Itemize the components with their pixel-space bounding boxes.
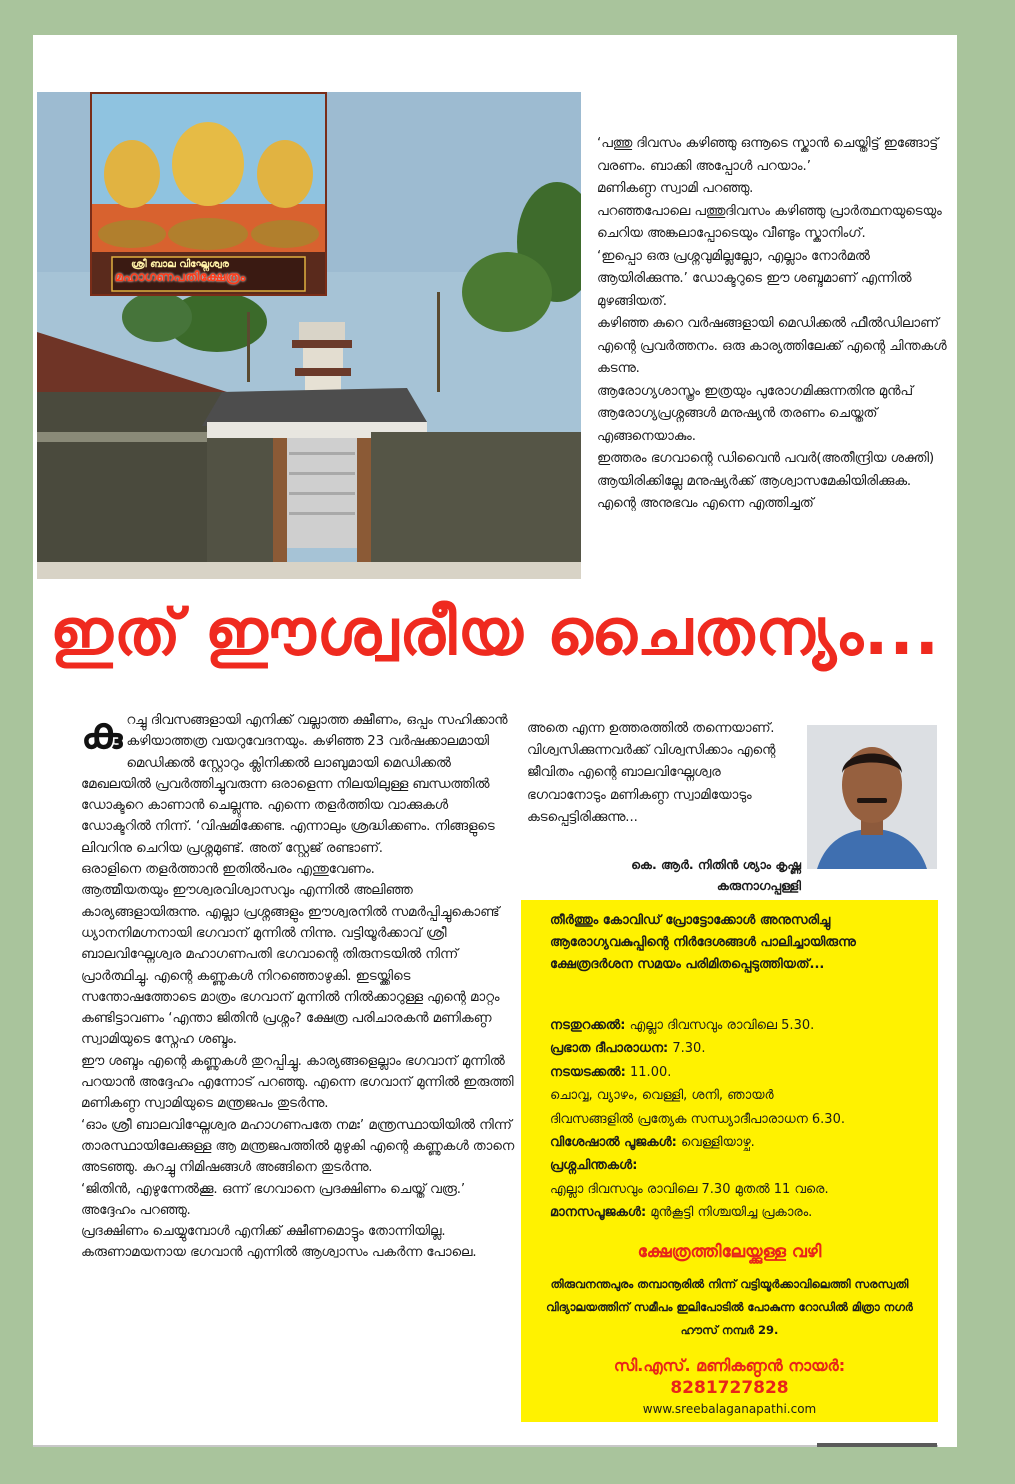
body-paragraph: ‘ജിതിൻ, എഴുന്നേൽക്കൂ. ഒന്ന് ഭഗവാനെ പ്രദക്ഷിണം ചെയ്ത് വരൂ.’ അദ്ദേഹം പറഞ്ഞു. (81, 1181, 466, 1218)
body-paragraph: ആത്മീയതയും ഈശ്വരവിശ്വാസവും എന്നിൽ അലിഞ്ഞ കാര്യങ്ങളായിരുന്നു. എല്ലാ പ്രശ്നങ്ങളും ഈശ്വരനിൽ സമർപ്പിച്ചുകൊണ്ട് ധ്യാനനിമഗ്നനായി ഭഗവാന് മുന്നിൽ നിന്നു. വട്ടിയൂർക്കാവ് ശ്രീ ബാലവിഘ്നേശ്വര മഹാഗണപതി ഭഗവാന്റെ തിരുനടയിൽ നിന്ന് പ്രാർത്ഥിച്ചു. എന്റെ കണ്ണുകൾ നിറഞ്ഞൊഴുകി. ഇടയ്ക്കിടെ സന്തോഷത്തോടെ മാത്രം ഭഗവാന് മുന്നിൽ നിൽക്കാറുള്ള എന്റെ മാറ്റം കണ്ടിട്ടാവണം ‘എന്താ ജിതിൻ പ്രശ്നം? ക്ഷേത്ര പരിചാരകൻ മണികണ്ഠ സ്വാമിയുടെ സ്നേഹ ശബ്ദം. (81, 883, 500, 1048)
timing-line (550, 1014, 930, 1037)
top-paragraph: കഴിഞ്ഞ കുറെ വർഷങ്ങളായി മെഡിക്കൽ ഫീൽഡിലാണ് എന്റെ പ്രവർത്തനം. ഒരു കാര്യത്തിലേക്ക് എന്റെ ചിന്തകൾ കടന്നു. (597, 316, 947, 376)
timing-line (550, 1061, 930, 1084)
timing-line: ദിവസങ്ങളിൽ പ്രത്യേക സന്ധ്യാദീപാരാധന 6.30. (550, 1111, 845, 1127)
author-name: കെ. ആർ. നിതിൻ ശ്യാം കൃഷ്ണ (631, 857, 801, 872)
top-paragraph: മണികണ്ഠ സ്വാമി പറഞ്ഞു. (597, 181, 754, 196)
body-paragraph: ഈ ശബ്ദം എന്റെ കണ്ണുകൾ തുറപ്പിച്ചു. കാര്യങ്ങളെല്ലാം ഭഗവാന് മുന്നിൽ പറയാൻ അദ്ദേഹം എന്നോട് പറഞ്ഞു. എന്നെ ഭഗവാന് മുന്നിൽ ഇരുത്തി മണികണ്ഠ സ്വാമിയുടെ മന്ത്രജപം തുടർന്നു. (81, 1053, 514, 1112)
article-headline: ഇത് ഈശ്വരീയ ചൈതന്യം... (50, 596, 940, 670)
timing-line (550, 1131, 930, 1154)
footer-rule (33, 1445, 938, 1447)
top-paragraph: എന്റെ അനുഭവം എന്നെ എത്തിച്ചത് (597, 496, 814, 511)
route-text: തിരുവനന്തപുരം തമ്പാനൂരിൽ നിന്ന് വട്ടിയൂർക്കാവിലെത്തി സരസ്വതി വിദ്യാലയത്തിന് സമീപം ഇലിപോടിൽ പോകുന്ന റോഡിൽ മിത്രാ നഗർ ഹൗസ് നമ്പർ 29. (546, 1277, 913, 1337)
contact-name: സി.എസ്. മണികണ്ഠൻ നായർ: (613, 1356, 846, 1375)
top-paragraph: ‘പത്തു ദിവസം കഴിഞ്ഞു ഒന്നൂടെ സ്കാൻ ചെയ്തിട്ട് ഇങ്ങോട്ട് വരണം. ബാക്കി അപ്പോൾ പറയാം.’ (597, 136, 939, 174)
author-photo (807, 725, 937, 869)
author-byline (561, 854, 801, 896)
route-directions (533, 1273, 926, 1342)
timing-line: എല്ലാ ദിവസവും രാവിലെ 7.30 മുതൽ 11 വരെ. (550, 1181, 829, 1197)
timing-label: പ്രശ്നചിന്തകൾ: (550, 1158, 638, 1174)
contact-phone: 8281727828 (670, 1378, 789, 1398)
top-paragraph: പറഞ്ഞപോലെ പത്തുദിവസം കഴിഞ്ഞു പ്രാർത്ഥനയുടെയും ചെറിയ അങ്കലാപ്പോടെയും വീണ്ടും സ്കാനിംഗ്. (597, 203, 942, 241)
timing-line (550, 1201, 930, 1224)
timing-value: വെള്ളിയാഴ്ച. (681, 1135, 755, 1151)
closing-text: അതെ എന്ന ഉത്തരത്തിൽ തന്നെയാണ്. വിശ്വസിക്കുന്നവർക്ക് വിശ്വസിക്കാം എന്റെ ജീവിതം എന്റെ ബാലവിഘ്നേശ്വര ഭഗവാനോടും മണികണ്ഠ സ്വാമിയോടും കടപ്പെട്ടിരിക്കുന്നു... (527, 721, 776, 825)
body-paragraph: ‘ഓം ശ്രീ ബാലവിഘ്നേശ്വര മഹാഗണപതേ നമഃ’ മന്ത്രസ്ഥായിയിൽ നിന്ന് താരസ്ഥായിലേക്കുള്ള ആ മന്ത്രജപത്തിൽ മുഴുകി എന്റെ കണ്ണുകൾ താനെ അടഞ്ഞു. കുറച്ചു നിമിഷങ്ങൾ അങ്ങിനെ തുടർന്നു. (81, 1117, 515, 1176)
info-intro-text: തീർത്തും കോവിഡ് പ്രോട്ടോക്കോൾ അനുസരിച്ചു ആരോഗ്യവകുപ്പിന്റെ നിർദേശങ്ങൾ പാലിച്ചായിരുന്നു ക്ഷേത്രദർശന സമയം പരിമിതപ്പെടുത്തിയത്... (550, 913, 856, 972)
footer-rule-accent (817, 1443, 937, 1447)
timing-value: മുൻകൂട്ടി നിശ്ചയിച്ച പ്രകാരം. (650, 1205, 813, 1221)
top-paragraph: ആരോഗ്യശാസ്ത്രം ഇത്രയും പുരോഗമിക്കുന്നതിനു മുൻപ് ആരോഗ്യപ്രശ്നങ്ങൾ മനുഷ്യൻ തരണം ചെയ്തത് എങ്ങനെയാകും. (597, 383, 913, 444)
dropcap: കു (81, 708, 123, 759)
first-paragraph (81, 710, 517, 859)
info-intro (550, 910, 930, 976)
route-title: ക്ഷേത്രത്തിലേയ്ക്കുള്ള വഴി (637, 1242, 822, 1262)
timing-label: നടതുറക്കൽ: (550, 1018, 626, 1033)
timings-list (550, 1014, 930, 1225)
body-paragraph: പ്രദക്ഷിണം ചെയ്യുമ്പോൾ എനിക്ക് ക്ഷീണമൊട്ടും തോന്നിയില്ല. കരുണാമയനായ ഭഗവാൻ എന്നിൽ ആശ്വാസം പകർന്ന പോലെ. (81, 1224, 477, 1261)
body-paragraph: ഒരാളിനെ തളർത്താൻ ഇതിൽപരം എന്തുവേണം. (81, 862, 375, 878)
top-paragraph: ‘ഇപ്പൊ ഒരു പ്രശ്നവുമില്ലല്ലോ, എല്ലാം നോർമൽ ആയിരിക്കുന്നു.’ ഡോക്ടറുടെ ഈ ശബ്ദമാണ് എന്നിൽ മുഴങ്ങിയത്. (597, 248, 912, 309)
closing-column (527, 718, 801, 829)
timing-value: എല്ലാ ദിവസവും രാവിലെ 5.30. (629, 1018, 815, 1033)
timing-label: പ്രഭാത ദീപാരാധന: (550, 1041, 669, 1057)
painting-caption-line2: മഹാഗണപതിക്ഷേത്രം (114, 270, 246, 285)
timing-value: 11.00. (630, 1064, 672, 1080)
timing-line (550, 1154, 930, 1177)
top-right-column (597, 133, 949, 516)
top-paragraph: ഇത്തരം ഭഗവാന്റെ ഡിവൈൻ പവർ(അതീന്ദ്രിയ ശക്തി) ആയിരിക്കില്ലേ മനുഷ്യർക്ക് ആശ്വാസമേകിയിരിക്കുക. (597, 451, 935, 489)
author-portrait-illustration (807, 725, 937, 869)
timing-label: നടയടക്കൽ: (550, 1064, 626, 1080)
timing-line: ചൊവ്വ, വ്യാഴം, വെള്ളി, ശനി, ഞായർ (550, 1088, 774, 1104)
article-page (33, 35, 957, 1447)
article-body (81, 710, 517, 1264)
timing-value: 7.30. (672, 1041, 706, 1057)
author-place: കരുനാഗപ്പള്ളി (716, 878, 801, 893)
painting-caption (95, 258, 265, 286)
painting-caption-line1: ശ്രീ ബാല വിഘ്നേശ്വര (131, 259, 229, 270)
temple-info-box (521, 900, 938, 1422)
timing-line (550, 1037, 930, 1060)
timing-label: മാനസപൂജകൾ: (550, 1205, 647, 1221)
timing-label: വിശേഷാൽ പൂജകൾ: (550, 1135, 677, 1151)
website-url: www.sreebalaganapathi.com (642, 1402, 817, 1416)
first-paragraph-text: റച്ചു ദിവസങ്ങളായി എനിക്ക് വല്ലാത്ത ക്ഷീണം, ഒപ്പം സഹിക്കാൻ കഴിയാത്തത്ര വയറുവേദനയും. കഴിഞ്ഞ 23 വർഷക്കാലമായി മെഡിക്കൽ സ്റ്റോറും ക്ലിനിക്കൽ ലാബുമായി മെഡിക്കൽ മേഖലയിൽ പ്രവർത്തിച്ചുവരുന്ന ഒരാളെന്ന നിലയിലുള്ള ബന്ധത്തിൽ ഡോക്ടറെ കാണാൻ ചെല്ലുന്നു. എന്നെ തളർത്തിയ വാക്കുകൾ ഡോക്ടറിൽ നിന്ന്. ‘വിഷമിക്കേണ്ട. എന്നാലും ശ്രദ്ധിക്കണം. നിങ്ങളുടെ ലിവറിനു ചെറിയ പ്രശ്നമുണ്ട്. അത് സ്റ്റേജ് രണ്ടാണ്. (81, 713, 508, 856)
